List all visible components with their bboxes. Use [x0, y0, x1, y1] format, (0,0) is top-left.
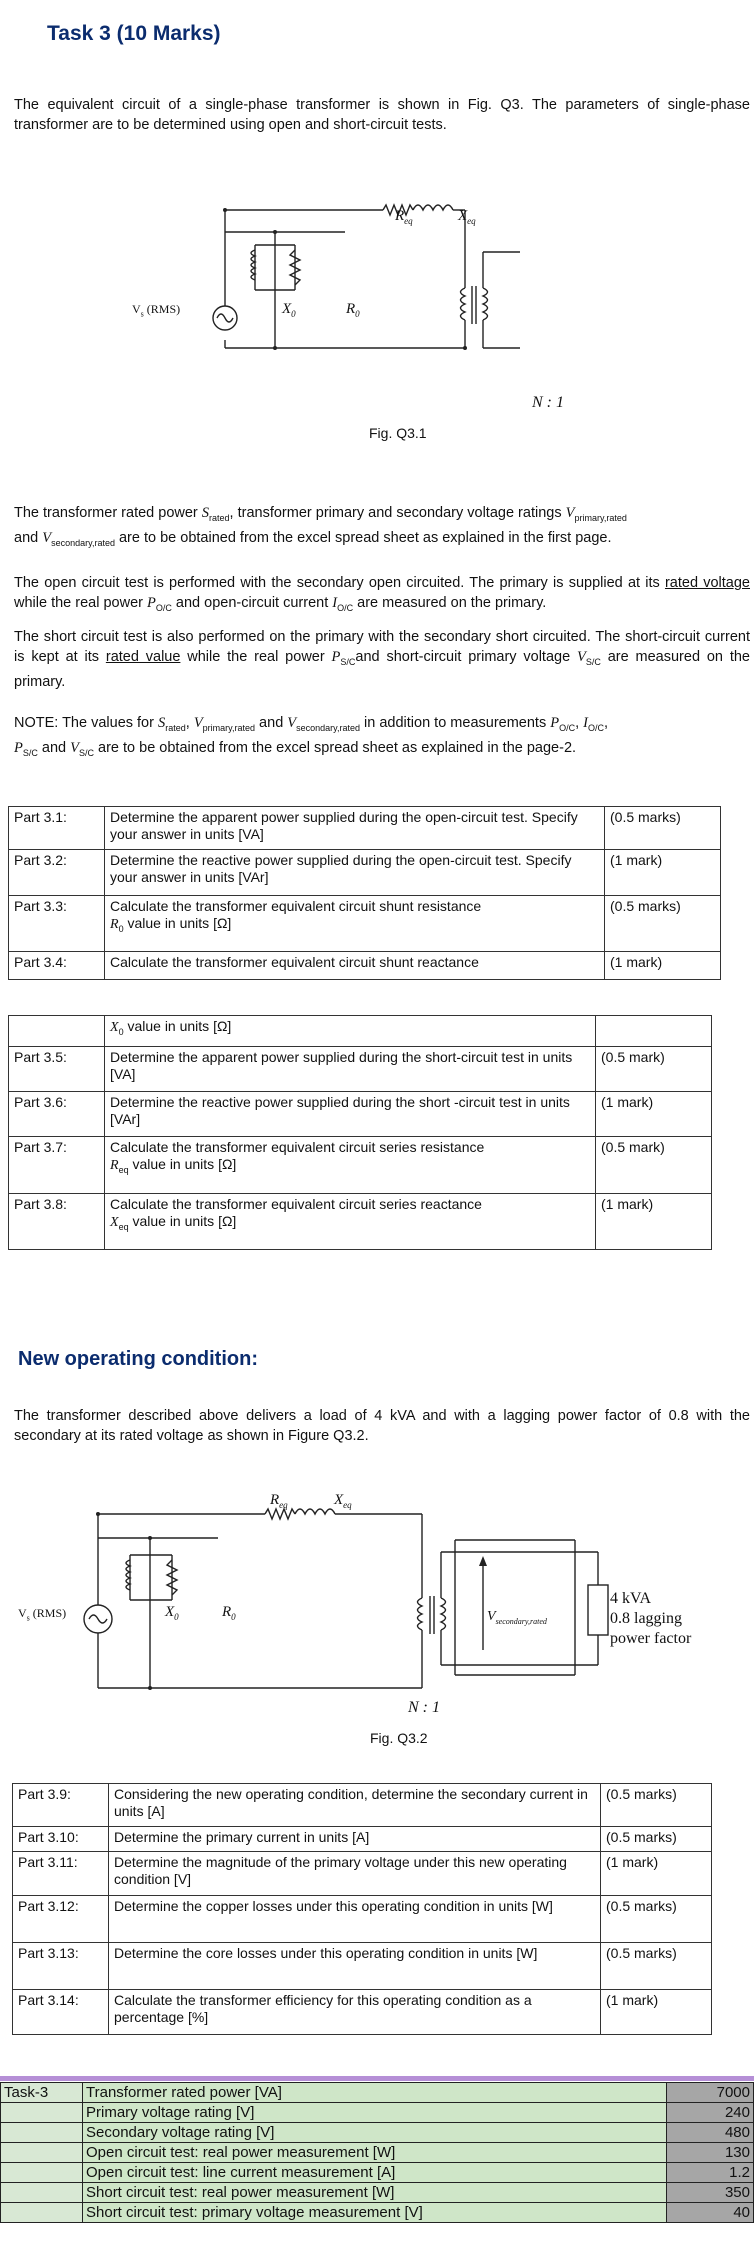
spreadsheet-item-name: Short circuit test: real power measurement [W] [83, 2183, 667, 2203]
spreadsheet-item-value: 480 [667, 2123, 754, 2143]
spreadsheet-item-name: Short circuit test: primary voltage measurement [V] [83, 2203, 667, 2223]
part-marks: (1 mark) [601, 1990, 712, 2035]
spreadsheet-item-name: Transformer rated power [VA] [83, 2083, 667, 2103]
part-number: Part 3.3: [9, 896, 105, 952]
part-marks: (1 mark) [605, 850, 721, 896]
spreadsheet-row [1, 2103, 754, 2123]
part-description: Calculate the transformer equivalent circuit shunt resistance $R_0$ value in units [Ω] [105, 896, 605, 952]
part-number: Part 3.1: [9, 807, 105, 850]
part-marks: (0.5 marks) [605, 896, 721, 952]
table-row [9, 1193, 712, 1249]
x0-label-1: $X_0$ [282, 301, 296, 319]
short-circuit-paragraph: The short circuit test is also performed on the primary with the secondary short circuited. The short-circuit current is kept at its rated value while the real power $P_{S/C}and$ short-circuit primary voltage $V_{S/C}$ are measured on the primary. [14, 629, 750, 690]
part-description: Determine the reactive power supplied during the open-circuit test. Specify your answer in units [VAr] [105, 850, 605, 896]
spreadsheet-row [1, 2123, 754, 2143]
part-description: $X_0$ value in units [Ω] [105, 1016, 596, 1047]
part-marks: (0.5 marks) [605, 807, 721, 850]
table-row [13, 1896, 712, 1943]
part-number: Part 3.5: [9, 1046, 105, 1091]
spreadsheet-item-name: Open circuit test: real power measurement [W] [83, 2143, 667, 2163]
table-row [13, 1943, 712, 1990]
part-description: Calculate the transformer equivalent circuit series reactance $X_{eq}$ value in units [Ω] [105, 1193, 596, 1249]
part-marks: (0.5 marks) [601, 1784, 712, 1827]
table-row [13, 1852, 712, 1896]
table-row [13, 1784, 712, 1827]
spreadsheet-item-value: 130 [667, 2143, 754, 2163]
table-row [9, 896, 721, 952]
spreadsheet-empty-cell [1, 2143, 83, 2163]
req-label-2: $R_{eq}$ [270, 1492, 288, 1510]
spreadsheet-empty-cell [1, 2203, 83, 2223]
vs-label-1: $V_s$ (RMS) [132, 302, 181, 319]
part-marks [596, 1016, 712, 1047]
spreadsheet-top-border [0, 2076, 754, 2081]
table-row [9, 807, 721, 850]
table-row [9, 1016, 712, 1047]
part-description: Calculate the transformer equivalent circuit series resistance $R_{eq}$ value in units [Ω] [105, 1136, 596, 1193]
part-number: Part 3.12: [13, 1896, 109, 1943]
rated-paragraph: The transformer rated power $S_{rated}$, transformer primary and secondary voltage ratings $V_{primary,rated}$ and $V_{secondary,rated}$ are to be obtained from the excel spread sheet as explained in the first page. [14, 505, 627, 548]
part-number: Part 3.9: [13, 1784, 109, 1827]
part-number: Part 3.6: [9, 1091, 105, 1136]
part-number: Part 3.13: [13, 1943, 109, 1990]
table-row [9, 1091, 712, 1136]
r0-label-2: $R_0$ [222, 1604, 236, 1622]
part-description: Determine the copper losses under this operating condition in units [W] [109, 1896, 601, 1943]
part-description: Calculate the transformer equivalent circuit shunt reactance [105, 952, 605, 980]
task-title: Task 3 (10 Marks) [47, 22, 221, 45]
parts-table-3 [12, 1783, 712, 2035]
new-operating-heading: New operating condition: [18, 1348, 258, 1370]
part-marks: (1 mark) [596, 1091, 712, 1136]
part-description: Determine the apparent power supplied during the short-circuit test in units [VA] [105, 1046, 596, 1091]
part-description: Determine the primary current in units [A] [109, 1827, 601, 1852]
table-row [13, 1990, 712, 2035]
spreadsheet-item-name: Open circuit test: line current measurement [A] [83, 2163, 667, 2183]
part-marks: (0.5 marks) [601, 1896, 712, 1943]
part-number: Part 3.4: [9, 952, 105, 980]
vs-label-2: $V_s$ (RMS) [18, 1606, 67, 1623]
parts-table-1 [8, 806, 721, 980]
spreadsheet-item-value: 350 [667, 2183, 754, 2203]
spreadsheet-item-name: Secondary voltage rating [V] [83, 2123, 667, 2143]
spreadsheet-item-value: 1.2 [667, 2163, 754, 2183]
xeq-label-2: $X_{eq}$ [334, 1492, 352, 1510]
intro-paragraph: The equivalent circuit of a single-phase transformer is shown in Fig. Q3. The parameters of single-phase transformer are to be determined using open and short-circuit tests. [14, 97, 750, 133]
table-row [9, 1136, 712, 1193]
part-number [9, 1016, 105, 1047]
spreadsheet-item-name: Primary voltage rating [V] [83, 2103, 667, 2123]
ac-source-icon [213, 306, 237, 330]
part-marks: (0.5 marks) [601, 1827, 712, 1852]
parts-table-2 [8, 1015, 712, 1250]
spreadsheet-item-value: 240 [667, 2103, 754, 2123]
spreadsheet-row [1, 2163, 754, 2183]
part-marks: (1 mark) [601, 1852, 712, 1896]
part-number: Part 3.7: [9, 1136, 105, 1193]
fig-q3-1-caption: Fig. Q3.1 [369, 425, 427, 441]
part-description: Determine the magnitude of the primary voltage under this new operating condition [V] [109, 1852, 601, 1896]
part-number: Part 3.8: [9, 1193, 105, 1249]
spreadsheet-item-value: 40 [667, 2203, 754, 2223]
table-row [9, 850, 721, 896]
spreadsheet-item-value: 7000 [667, 2083, 754, 2103]
part-description: Determine the reactive power supplied during the short -circuit test in units [VAr] [105, 1091, 596, 1136]
table-row [9, 1046, 712, 1091]
part-description: Determine the core losses under this operating condition in units [W] [109, 1943, 601, 1990]
spreadsheet-empty-cell [1, 2103, 83, 2123]
part-number: Part 3.2: [9, 850, 105, 896]
load-label: 4 kVA 0.8 lagging power factor [610, 1590, 692, 1647]
spreadsheet-row [1, 2143, 754, 2163]
table-row [9, 952, 721, 980]
spreadsheet-row [1, 2203, 754, 2223]
r0-label-1: $R_0$ [346, 301, 360, 319]
ac-source-icon [84, 1605, 112, 1633]
part-marks: (0.5 mark) [596, 1046, 712, 1091]
part-marks: (0.5 mark) [596, 1136, 712, 1193]
spreadsheet-row [1, 2083, 754, 2103]
note-paragraph: NOTE: The values for $S_{rated}$, $V_{primary,rated}$ and $V_{secondary,rated}$ in addition to measurements $P_{O/C}$, $I_{O/C}$, $P_{S/C}$ and $V_{S/C}$ are to be obtained from the excel spread sheet as explained in the page-2. [14, 715, 609, 758]
part-number: Part 3.10: [13, 1827, 109, 1852]
table-row [13, 1827, 712, 1852]
spreadsheet-task-label: Task-3 [1, 2083, 83, 2103]
part-description: Determine the apparent power supplied during the open-circuit test. Specify your answer in units [VA] [105, 807, 605, 850]
vsecondary-label: $V_{secondary,rated}$ [487, 1609, 547, 1626]
part-number: Part 3.14: [13, 1990, 109, 2035]
part-number: Part 3.11: [13, 1852, 109, 1896]
part-marks: (1 mark) [605, 952, 721, 980]
fig-q3-2-caption: Fig. Q3.2 [370, 1730, 428, 1746]
spreadsheet-empty-cell [1, 2183, 83, 2203]
part-marks: (0.5 marks) [601, 1943, 712, 1990]
ratio-label-2: N : 1 [408, 1699, 440, 1716]
spreadsheet-empty-cell [1, 2123, 83, 2143]
new-operating-paragraph: The transformer described above delivers a load of 4 kVA and with a lagging power factor of 0.8 with the secondary at its rated voltage as shown in Figure Q3.2. [14, 1408, 750, 1444]
part-marks: (1 mark) [596, 1193, 712, 1249]
part-description: Calculate the transformer efficiency for this operating condition as a percentage [%] [109, 1990, 601, 2035]
part-description: Considering the new operating condition, determine the secondary current in units [A] [109, 1784, 601, 1827]
xeq-label-1: $X_{eq}$ [458, 208, 476, 226]
x0-label-2: $X_0$ [165, 1604, 179, 1622]
spreadsheet-data [0, 2082, 754, 2223]
spreadsheet-empty-cell [1, 2163, 83, 2183]
req-label-1: $R_{eq}$ [395, 208, 413, 226]
figure-q3-1 [120, 200, 640, 420]
spreadsheet-row [1, 2183, 754, 2203]
open-circuit-paragraph: The open circuit test is performed with the secondary open circuited. The primary is supplied at its rated voltage while the real power $P_{O/C}$ and open-circuit current $I_{O/C}$ are measured on the primary. [14, 575, 750, 613]
ratio-label-1: N : 1 [532, 394, 564, 411]
